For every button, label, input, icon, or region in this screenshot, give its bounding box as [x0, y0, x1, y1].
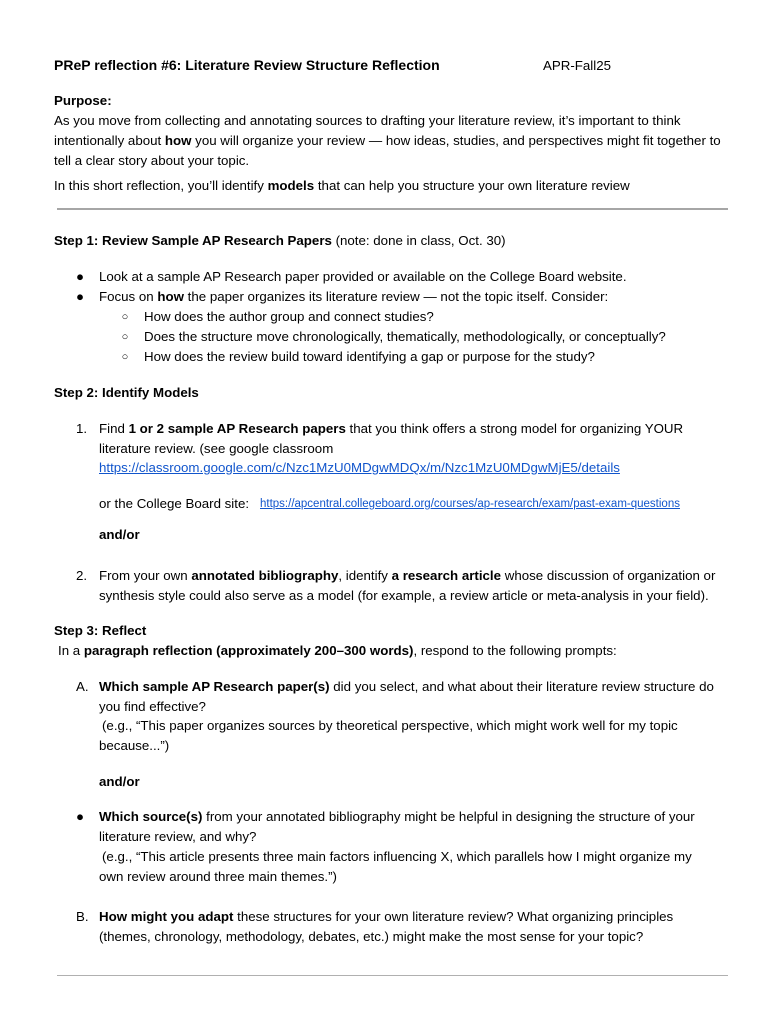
bottom-divider [57, 975, 728, 976]
purpose-p1-a: As you move from collecting and annotating sources to drafting your literature review, it’s important to think intentionally about [54, 113, 681, 148]
step3-prompt-a [99, 677, 729, 717]
purpose-p2-bold: models [267, 178, 315, 193]
step3-a-bold: Which sample AP Research paper(s) [99, 679, 330, 694]
college-board-line [99, 494, 249, 514]
bullet-icon: ● [76, 809, 85, 824]
step1-heading [54, 231, 506, 251]
google-classroom-link[interactable]: https://classroom.google.com/c/Nzc1MzU0MDgwMDQx/m/Nzc1MzU0MDgwMjE5/details [99, 460, 620, 475]
step1-sub-1: How does the author group and connect studies? [144, 309, 434, 324]
step2-andor: and/or [99, 527, 140, 542]
step3-heading: Step 3: Reflect [54, 623, 147, 638]
course-code: APR-Fall25 [543, 58, 611, 73]
college-board-link[interactable]: https://apcentral.collegeboard.org/courses/ap-research/exam/past-exam-questions [260, 498, 680, 510]
step3-andor: and/or [99, 774, 140, 789]
purpose-paragraph [54, 111, 730, 171]
step1-title: Step 1: Review Sample AP Research Papers [54, 233, 332, 248]
step3-bullet-text: from your annotated bibliography might be helpful in designing the structure of your literature review, and why? [99, 809, 695, 844]
step3-intro [58, 641, 617, 661]
step2-item1-a: Find [99, 421, 129, 436]
step3-a-text: did you select, and what about their literature review structure do you find effective? [99, 679, 714, 714]
bullet-icon: ● [76, 269, 85, 284]
step3-intro-bold: paragraph reflection (approximately 200–300 words) [83, 643, 414, 658]
list-number-2: 2. [76, 568, 88, 583]
hollow-bullet-icon: ○ [121, 351, 129, 363]
step3-intro-b: , respond to the following prompts: [413, 643, 617, 658]
purpose-heading: Purpose: [54, 93, 112, 108]
list-number-1: 1. [76, 421, 88, 436]
step1-bullet-2 [99, 287, 608, 307]
step3-bullet-example: (e.g., “This article presents three main factors influencing X, which parallels how I might organize my own review around three main themes.”) [99, 849, 692, 884]
purpose-paragraph-2 [54, 176, 730, 196]
step2-item2-bold2: a research article [391, 568, 502, 583]
purpose-p1-b: you will organize your review — how ideas, studies, and perspectives might fit together to tell a clear story about your topic. [54, 133, 721, 168]
step2-item1-bold: 1 or 2 sample AP Research papers [128, 421, 346, 436]
purpose-p1-bold: how [164, 133, 192, 148]
step2-item2-b: , identify [338, 568, 392, 583]
step3-prompt-b [99, 907, 699, 947]
step3-a-example: (e.g., “This paper organizes sources by theoretical perspective, which might work well for my topic because...”) [99, 718, 678, 753]
document-title: PReP reflection #6: Literature Review Structure Reflection [54, 57, 440, 73]
step1-bullet-1: Look at a sample AP Research paper provided or available on the College Board website. [99, 269, 627, 284]
step1-note: (note: done in class, Oct. 30) [331, 233, 506, 248]
step2-item-1 [99, 419, 719, 459]
purpose-p2-a: In this short reflection, you’ll identify [54, 178, 268, 193]
step1-bullet-2-bold: how [157, 289, 184, 304]
step2-item1-b: that you think offers a strong model for organizing YOUR literature review. (see google classroom [99, 421, 684, 456]
step1-sub-2: Does the structure move chronologically, thematically, methodologically, or conceptually? [144, 329, 666, 344]
step3-bullet-prompt [99, 807, 724, 847]
step2-item2-a: From your own [99, 568, 192, 583]
list-letter-b: B. [76, 909, 89, 924]
step3-bullet-bold: Which source(s) [99, 809, 203, 824]
list-letter-a: A. [76, 679, 89, 694]
step1-bullet-2-b: the paper organizes its literature review — not the topic itself. Consider: [183, 289, 609, 304]
step2-heading: Step 2: Identify Models [54, 385, 199, 400]
step2-item2-bold1: annotated bibliography [191, 568, 339, 583]
step3-b-bold: How might you adapt [99, 909, 234, 924]
step1-bullet-2-a: Focus on [99, 289, 158, 304]
step2-item-2 [99, 566, 724, 606]
section-divider [57, 208, 728, 210]
step1-sub-3: How does the review build toward identifying a gap or purpose for the study? [144, 349, 595, 364]
step3-intro-a: In a [58, 643, 84, 658]
step3-b-text: these structures for your own literature review? What organizing principles (themes, chronology, methodology, debates, etc.) might make the most sense for your topic? [99, 909, 674, 944]
hollow-bullet-icon: ○ [121, 331, 129, 343]
step2-item2-c: whose discussion of organization or synthesis style could also serve as a model (for example, a review article or meta-analysis in your field). [99, 568, 716, 603]
hollow-bullet-icon: ○ [121, 311, 129, 323]
college-board-label: or the College Board site: [99, 496, 250, 511]
bullet-icon: ● [76, 289, 85, 304]
purpose-p2-b: that can help you structure your own literature review [314, 178, 630, 193]
